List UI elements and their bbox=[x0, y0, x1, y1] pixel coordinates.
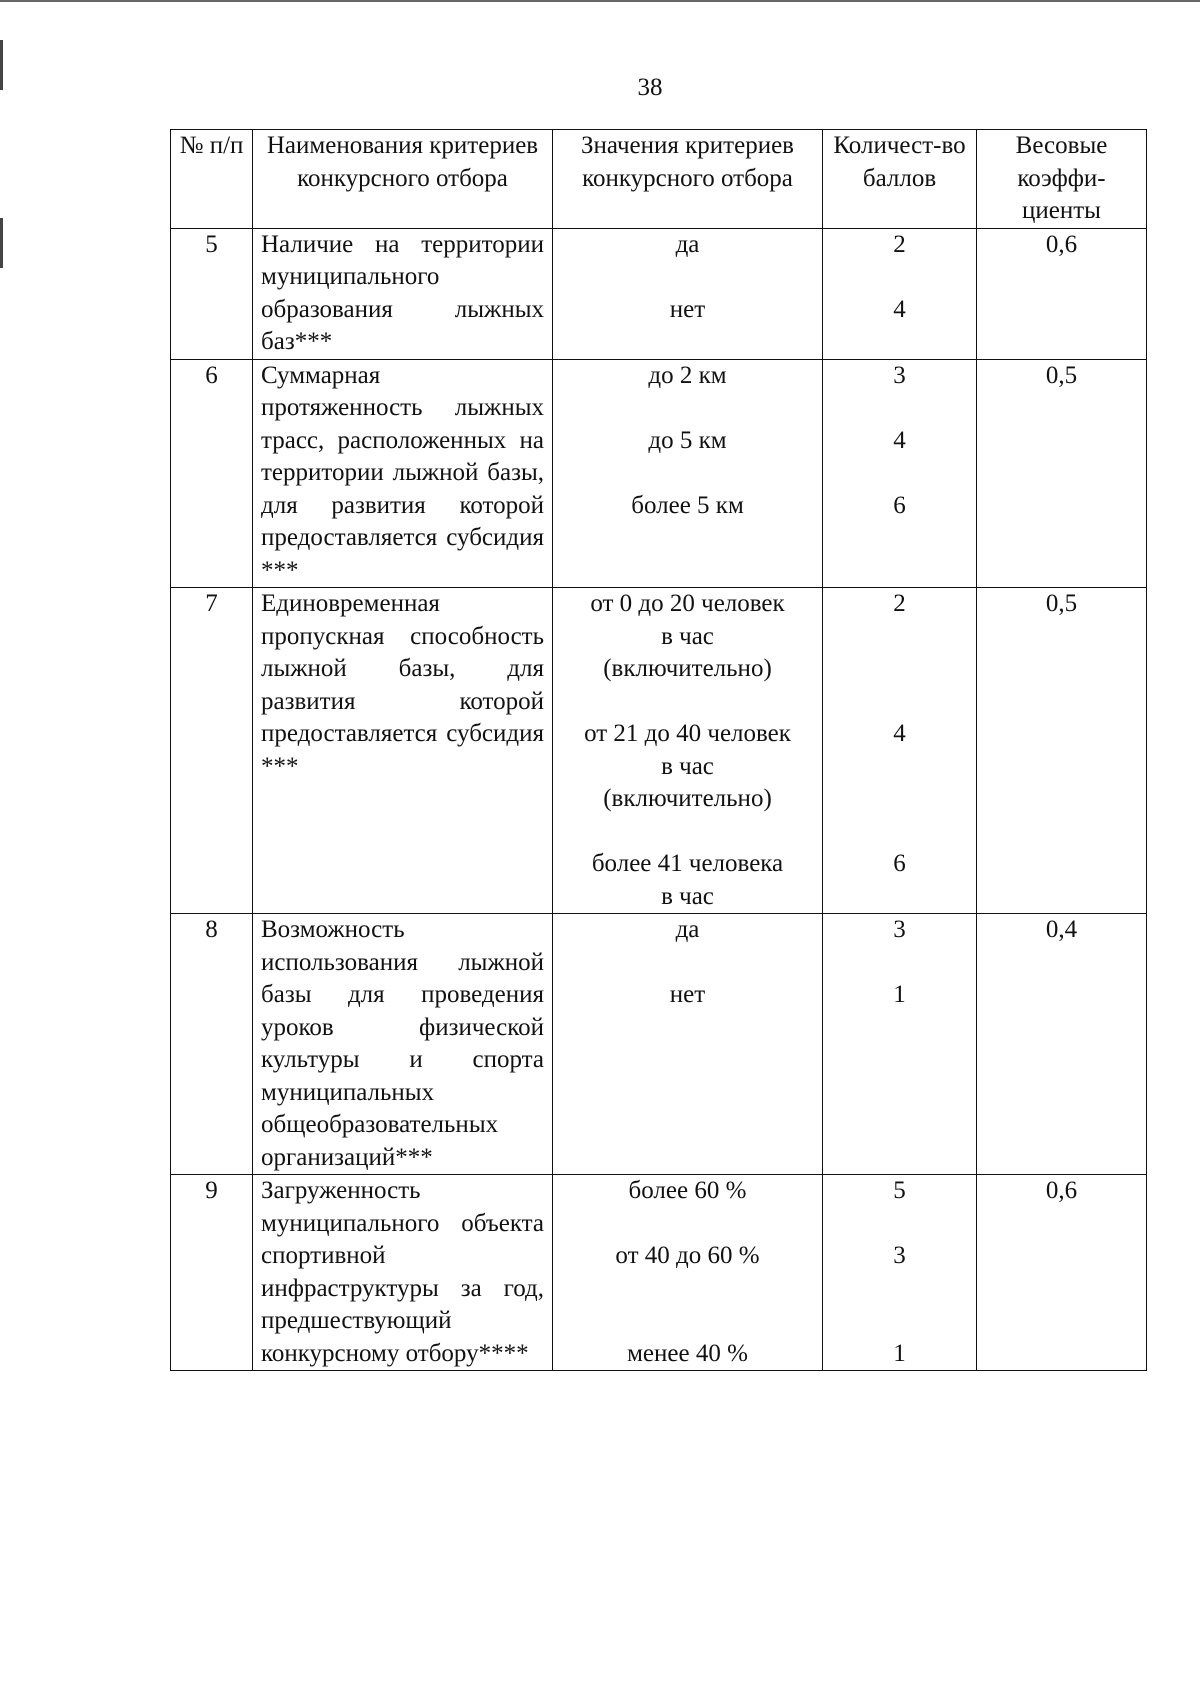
criterion-weight: 0,6 bbox=[977, 228, 1147, 359]
criterion-name: Возможность использования лыжной базы для проведения уроков физической культуры и спорта муниципальных общеобразовательных организаций*** bbox=[253, 914, 553, 1175]
criterion-points-line: 6 bbox=[893, 850, 906, 877]
criterion-points-line bbox=[831, 621, 968, 654]
criterion-points-line bbox=[831, 1305, 968, 1338]
criterion-values-line: более 60 % bbox=[628, 1177, 747, 1204]
scan-artifact-top-line bbox=[0, 0, 1200, 2]
criterion-values-line: в час bbox=[661, 882, 714, 910]
criterion-points-line: 2 bbox=[893, 590, 906, 617]
criterion-values-line bbox=[561, 1273, 814, 1306]
criterion-points bbox=[823, 914, 977, 1175]
header-weight: Весовые коэффи-циенты bbox=[977, 130, 1147, 229]
criterion-points bbox=[823, 228, 977, 359]
table-row bbox=[171, 228, 1147, 359]
criterion-values-line bbox=[561, 686, 814, 719]
criterion-values-line: более 5 км bbox=[631, 491, 744, 519]
criterion-points-line: 4 bbox=[893, 426, 906, 454]
criterion-values-line bbox=[561, 261, 814, 294]
criterion-values-line: более 41 человека bbox=[591, 850, 784, 877]
criterion-values-line: до 2 км bbox=[648, 361, 727, 389]
criterion-weight: 0,4 bbox=[977, 914, 1147, 1175]
criteria-table bbox=[170, 129, 1147, 1371]
criterion-values-line: (включительно) bbox=[603, 785, 772, 812]
criterion-points-line: 1 bbox=[893, 981, 906, 1008]
criterion-name: Единовременная пропускная способность лыжной базы, для развития которой предоставляется субсидия *** bbox=[253, 588, 553, 914]
criterion-points-line bbox=[831, 653, 968, 686]
criterion-values bbox=[553, 359, 823, 588]
criterion-values-line: да bbox=[675, 916, 700, 943]
table-row bbox=[171, 914, 1147, 1175]
page-number: 38 bbox=[637, 74, 663, 101]
criterion-values-line bbox=[561, 947, 814, 980]
criterion-points-line: 1 bbox=[893, 1339, 906, 1367]
criterion-values-line bbox=[561, 1305, 814, 1338]
criterion-points-line: 3 bbox=[893, 1242, 906, 1269]
criterion-values-line bbox=[561, 816, 814, 849]
criterion-points-line: 4 bbox=[893, 720, 906, 747]
criterion-points-line bbox=[831, 1208, 968, 1241]
criterion-points-line bbox=[831, 947, 968, 980]
criterion-points bbox=[823, 359, 977, 588]
criterion-points-line: 3 bbox=[893, 361, 906, 389]
criterion-values-line bbox=[561, 457, 814, 490]
criterion-values-line: да bbox=[675, 230, 700, 258]
row-number: 7 bbox=[171, 588, 253, 914]
header-num: № п/п bbox=[171, 130, 253, 229]
criterion-name: Суммарная протяженность лыжных трасс, расположенных на территории лыжной базы, для развития которой предоставляется субсидия *** bbox=[253, 359, 553, 588]
table-row bbox=[171, 359, 1147, 588]
criterion-values bbox=[553, 1175, 823, 1371]
criterion-points-line bbox=[831, 751, 968, 784]
criterion-points-line: 2 bbox=[893, 230, 906, 258]
criterion-points-line bbox=[831, 783, 968, 816]
table-row bbox=[171, 588, 1147, 914]
criterion-weight: 0,6 bbox=[977, 1175, 1147, 1371]
criterion-weight: 0,5 bbox=[977, 359, 1147, 588]
criterion-points-line bbox=[831, 686, 968, 719]
criterion-points-line: 3 bbox=[893, 916, 906, 943]
criterion-values-line bbox=[561, 1208, 814, 1241]
criterion-values-line: нет bbox=[669, 295, 706, 323]
table-header-row bbox=[171, 130, 1147, 229]
criterion-points-line bbox=[831, 1273, 968, 1306]
criterion-weight: 0,5 bbox=[977, 588, 1147, 914]
criterion-points bbox=[823, 588, 977, 914]
criterion-points-line bbox=[831, 261, 968, 294]
criterion-points bbox=[823, 1175, 977, 1371]
header-points: Количест-во баллов bbox=[823, 130, 977, 229]
criterion-values-line: в час bbox=[661, 622, 714, 650]
row-number: 6 bbox=[171, 359, 253, 588]
criterion-values-line: до 5 км bbox=[648, 426, 727, 454]
criterion-values-line: нет bbox=[669, 981, 706, 1008]
criterion-values-line: от 21 до 40 человек bbox=[584, 720, 791, 747]
criterion-points-line bbox=[831, 816, 968, 849]
criterion-values-line: менее 40 % bbox=[627, 1339, 748, 1367]
row-number: 5 bbox=[171, 228, 253, 359]
criterion-values-line bbox=[561, 392, 814, 425]
criterion-values-line: от 40 до 60 % bbox=[615, 1242, 760, 1269]
criterion-values bbox=[553, 588, 823, 914]
criterion-points-line bbox=[831, 392, 968, 425]
criterion-points-line bbox=[831, 881, 968, 914]
criterion-points-line: 5 bbox=[893, 1177, 906, 1204]
criterion-values-line: от 0 до 20 человек bbox=[590, 590, 785, 617]
criterion-points-line: 4 bbox=[893, 295, 906, 323]
criterion-name: Наличие на территории муниципального образования лыжных баз*** bbox=[253, 228, 553, 359]
header-values: Значения критериев конкурсного отбора bbox=[553, 130, 823, 229]
criterion-values-line: (включительно) bbox=[603, 655, 772, 682]
header-name: Наименования критериев конкурсного отбора bbox=[253, 130, 553, 229]
criterion-points-line: 6 bbox=[893, 491, 906, 519]
criterion-values bbox=[553, 228, 823, 359]
table-body bbox=[171, 228, 1147, 1371]
table-row bbox=[171, 1175, 1147, 1371]
row-number: 9 bbox=[171, 1175, 253, 1371]
scan-artifact-left-mark bbox=[0, 218, 3, 268]
criterion-values bbox=[553, 914, 823, 1175]
criterion-values-line: в час bbox=[661, 752, 714, 780]
criterion-points-line bbox=[831, 457, 968, 490]
criterion-name: Загруженность муниципального объекта спортивной инфраструктуры за год, предшествующий конкурсному отбору**** bbox=[253, 1175, 553, 1371]
row-number: 8 bbox=[171, 914, 253, 1175]
